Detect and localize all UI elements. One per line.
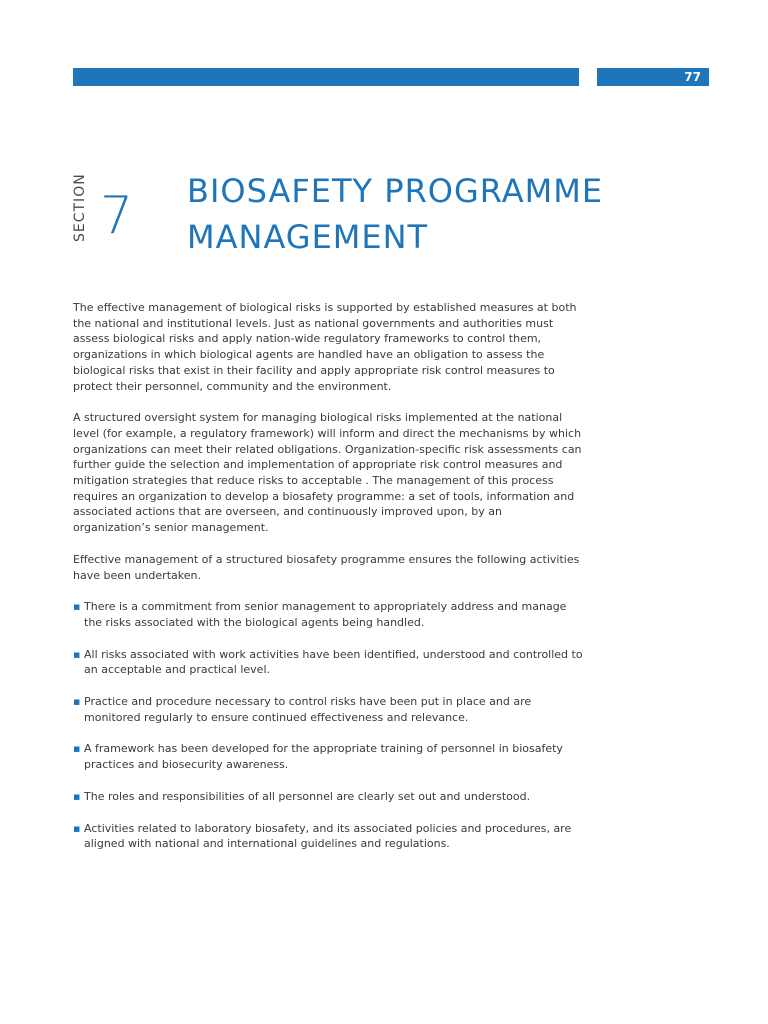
section-label: SECTION xyxy=(72,173,88,242)
list-item xyxy=(73,741,583,772)
section-number: 7 xyxy=(100,186,134,246)
bullet-icon: ▪ xyxy=(73,647,81,661)
page-number: 77 xyxy=(597,68,709,86)
bullet-icon: ▪ xyxy=(73,789,81,803)
list-item xyxy=(73,647,583,678)
list-item xyxy=(73,821,583,852)
bullet-icon: ▪ xyxy=(73,695,81,709)
list-item xyxy=(73,599,583,630)
list-item-text: A framework has been developed for the appropriate training of personnel in biosafety practices and biosecurity awareness. xyxy=(84,742,563,772)
paragraph: Effective management of a structured biosafety programme ensures the following activities have been undertaken. xyxy=(73,552,580,582)
paragraph: The effective management of biological risks is supported by established measures at both the national and institutional levels. Just as national governments and authorities must assess biological risks and apply nation-wide regulatory frameworks to control them, organizations in which biological agents are handled have an obligation to assess the biological risks that exist in their facility and apply appropriate risk control measures to protect their personnel, community and the environment. xyxy=(73,301,577,393)
bullet-icon: ▪ xyxy=(73,742,81,756)
list-item-text: Activities related to laboratory biosafety, and its associated policies and procedures, are aligned with national and international guidelines and regulations. xyxy=(84,821,572,851)
bullet-list xyxy=(73,599,583,852)
list-item-text: All risks associated with work activities have been identified, understood and controlled to an acceptable and practical level. xyxy=(84,647,583,677)
list-item xyxy=(73,789,583,805)
bullet-icon: ▪ xyxy=(73,821,81,835)
header-bar xyxy=(73,68,579,86)
list-item-text: There is a commitment from senior management to appropriately address and manage the risks associated with the biological agents being handled. xyxy=(84,600,567,629)
list-item-text: Practice and procedure necessary to control risks have been put in place and are monitored regularly to ensure continued effectiveness and relevance. xyxy=(84,695,532,724)
list-item-text: The roles and responsibilities of all personnel are clearly set out and understood. xyxy=(84,789,531,803)
list-item xyxy=(73,694,583,725)
bullet-icon: ▪ xyxy=(73,600,81,614)
paragraph: A structured oversight system for managing biological risks implemented at the national level (for example, a regulatory framework) will inform and direct the mechanisms by which organizations can meet their related obligations. Organization-specific risk assessments can further guide the selection and implementation of appropriate risk control measures and mitigation strategies that reduce risks to acceptable . The management of this process requires an organization to develop a biosafety programme: a set of tools, information and associated actions that are overseen, and continuously improved upon, by an organization’s senior management. xyxy=(73,411,582,535)
body-text xyxy=(73,300,583,868)
section-title: BIOSAFETY PROGRAMME MANAGEMENT xyxy=(187,172,604,256)
